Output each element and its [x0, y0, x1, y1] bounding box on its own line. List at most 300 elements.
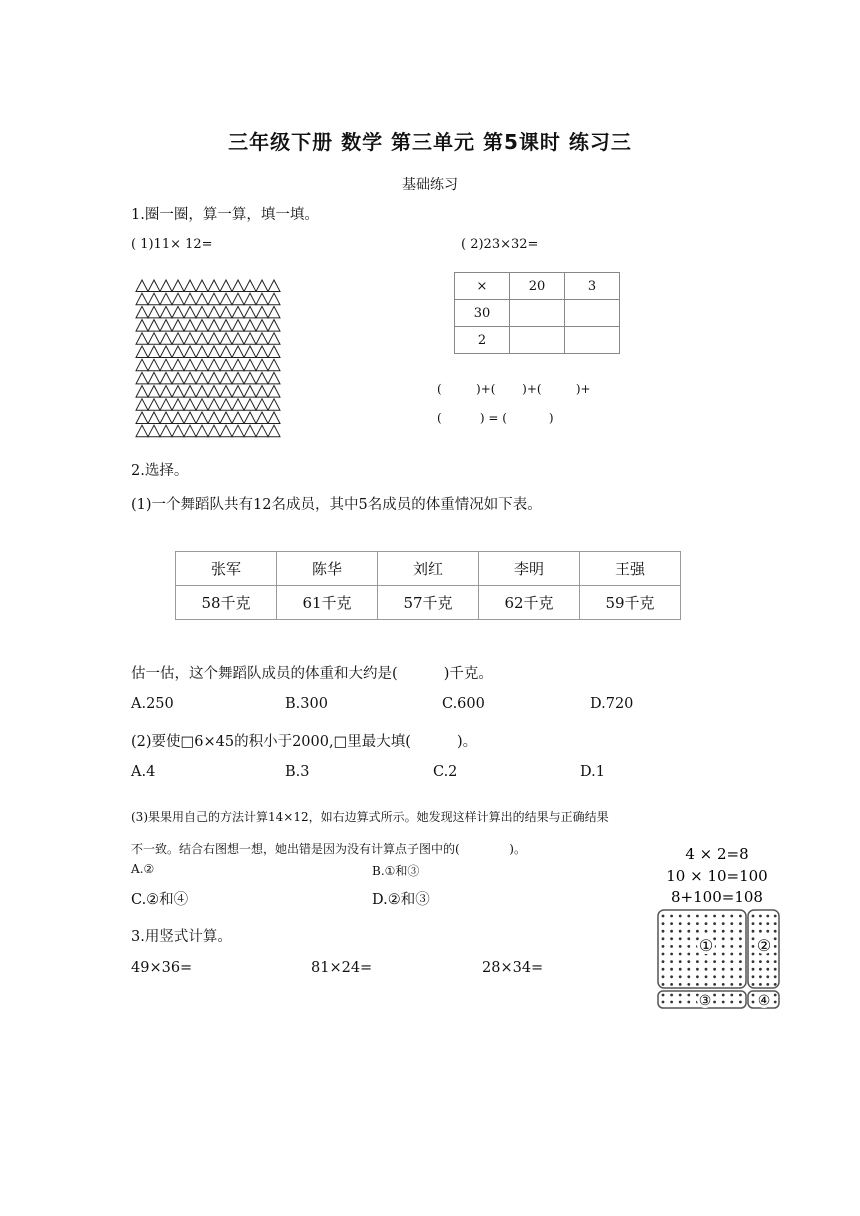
dot [687, 915, 690, 918]
triangle [148, 425, 160, 437]
dot [687, 1001, 690, 1004]
table-row [455, 273, 620, 300]
triangle [184, 320, 196, 332]
triangle [256, 425, 268, 437]
dot [722, 968, 725, 971]
weight-cell: 62千克 [479, 586, 580, 620]
triangle [268, 425, 280, 437]
triangle [256, 386, 268, 398]
dot [662, 975, 665, 978]
triangle [244, 333, 256, 345]
triangle [208, 280, 220, 292]
name-cell: 王强 [580, 552, 681, 586]
triangle [160, 386, 172, 398]
dot [766, 960, 769, 963]
dot [730, 915, 733, 918]
dot [670, 953, 673, 956]
weight-cell: 57千克 [378, 586, 479, 620]
dot [662, 937, 665, 940]
dot [730, 953, 733, 956]
triangle [172, 333, 184, 345]
triangle [148, 372, 160, 384]
option-a[interactable]: A.4 [131, 764, 156, 780]
dot [679, 1001, 682, 1004]
dot [679, 945, 682, 948]
dot [705, 930, 708, 933]
triangle [208, 359, 220, 371]
triangle [220, 280, 232, 292]
multiplication-table [454, 272, 620, 354]
dot [687, 922, 690, 925]
dot [774, 1001, 777, 1004]
weight-cell: 59千克 [580, 586, 681, 620]
triangle [232, 293, 244, 305]
dot [670, 930, 673, 933]
triangle [148, 333, 160, 345]
triangle [196, 346, 208, 358]
triangle [208, 306, 220, 318]
triangle [184, 280, 196, 292]
triangle [256, 293, 268, 305]
triangle [232, 306, 244, 318]
section-subtitle: 基础练习 [402, 177, 458, 193]
dot [687, 945, 690, 948]
triangle [148, 306, 160, 318]
q1-heading: 1.圈一圈，算一算，填一填。 [131, 207, 319, 223]
triangle [244, 306, 256, 318]
dot [670, 994, 673, 997]
triangle [268, 372, 280, 384]
triangle [172, 412, 184, 424]
dot [696, 960, 699, 963]
q2-p2-stem: (2)要使□6×45的积小于2000,□里最大填( )。 [131, 734, 478, 750]
table-cell: 30 [455, 300, 510, 327]
dot [730, 968, 733, 971]
triangle [196, 293, 208, 305]
dot [722, 945, 725, 948]
region-label-3: ③ [698, 993, 712, 1009]
q1-part2: ( 2)23×32= [461, 237, 539, 252]
triangle [232, 359, 244, 371]
triangle [268, 306, 280, 318]
dot [774, 960, 777, 963]
dot [696, 975, 699, 978]
triangle [196, 333, 208, 345]
triangle [220, 320, 232, 332]
dot [759, 922, 762, 925]
triangle [172, 399, 184, 411]
dot [705, 983, 708, 986]
triangle [232, 425, 244, 437]
calc-item-2: 81×24= [311, 960, 373, 976]
dot [722, 975, 725, 978]
dot [759, 930, 762, 933]
fill-line-2: ( ) = ( ) [437, 411, 554, 425]
triangle [172, 386, 184, 398]
dot [752, 930, 755, 933]
triangle [136, 320, 148, 332]
dot [679, 937, 682, 940]
dot [662, 1001, 665, 1004]
triangle [172, 280, 184, 292]
dot [774, 937, 777, 940]
triangle [136, 306, 148, 318]
triangle [148, 346, 160, 358]
dot [752, 922, 755, 925]
option-b[interactable]: B.300 [285, 696, 328, 712]
triangle [244, 399, 256, 411]
option-d[interactable]: D.720 [590, 696, 634, 712]
dot [670, 1001, 673, 1004]
triangle [232, 412, 244, 424]
table-cell-blank[interactable] [510, 327, 565, 354]
triangle [196, 399, 208, 411]
dot [679, 983, 682, 986]
triangle [160, 346, 172, 358]
triangle-grid [133, 277, 283, 445]
triangle [268, 333, 280, 345]
triangle [208, 320, 220, 332]
triangle [136, 425, 148, 437]
triangle [220, 359, 232, 371]
triangle [172, 306, 184, 318]
weight-cell: 58千克 [176, 586, 277, 620]
dot [752, 968, 755, 971]
name-cell: 陈华 [277, 552, 378, 586]
triangle [160, 280, 172, 292]
triangle [268, 412, 280, 424]
table-row [455, 327, 620, 354]
triangle [256, 306, 268, 318]
dot [713, 968, 716, 971]
q2-p1-question: 估一估，这个舞蹈队成员的体重和大约是( )千克。 [131, 666, 493, 682]
triangle [256, 359, 268, 371]
dot [670, 937, 673, 940]
dot [713, 983, 716, 986]
dot [662, 994, 665, 997]
dot [752, 975, 755, 978]
triangle [184, 306, 196, 318]
dot [705, 975, 708, 978]
option-b[interactable]: B.3 [285, 764, 310, 780]
weight-table [175, 551, 681, 620]
dot [774, 953, 777, 956]
dot [705, 960, 708, 963]
table-row [455, 300, 620, 327]
triangle [184, 293, 196, 305]
dot [766, 975, 769, 978]
figure-equation-3: 8+100=108 [671, 888, 763, 906]
dot [713, 1001, 716, 1004]
triangle [184, 399, 196, 411]
triangle [244, 320, 256, 332]
dot [662, 983, 665, 986]
name-cell: 张军 [176, 552, 277, 586]
option-b[interactable]: B.①和③ [372, 864, 420, 878]
dot [752, 937, 755, 940]
triangle [172, 320, 184, 332]
triangle [172, 425, 184, 437]
dot [713, 922, 716, 925]
dot [670, 945, 673, 948]
dot [713, 953, 716, 956]
triangle [220, 372, 232, 384]
dot [752, 1001, 755, 1004]
option-c[interactable]: C.②和④ [131, 892, 189, 908]
dot [662, 915, 665, 918]
triangle [136, 280, 148, 292]
q3-heading: 3.用竖式计算。 [131, 929, 232, 945]
fill-line-1: ( )+( )+( )+ [437, 382, 591, 396]
dot [766, 930, 769, 933]
triangle [160, 293, 172, 305]
dot [739, 1001, 742, 1004]
table-cell: 2 [455, 327, 510, 354]
triangle [160, 306, 172, 318]
triangle [148, 359, 160, 371]
table-row [176, 586, 681, 620]
triangle [208, 425, 220, 437]
table-cell: 3 [565, 273, 620, 300]
dot [759, 983, 762, 986]
dot [696, 922, 699, 925]
option-a[interactable]: A.② [131, 862, 155, 876]
triangle [268, 386, 280, 398]
dot [713, 937, 716, 940]
dot [759, 915, 762, 918]
triangle [208, 372, 220, 384]
dot [752, 915, 755, 918]
triangle [160, 320, 172, 332]
triangle [268, 293, 280, 305]
triangle [232, 333, 244, 345]
dot [679, 953, 682, 956]
dot [679, 960, 682, 963]
triangle [196, 412, 208, 424]
dot [713, 915, 716, 918]
triangle [220, 386, 232, 398]
calc-item-3: 28×34= [482, 960, 544, 976]
dot [739, 994, 742, 997]
triangle [232, 280, 244, 292]
weight-cell: 61千克 [277, 586, 378, 620]
triangle [148, 320, 160, 332]
triangle [256, 399, 268, 411]
q2-p1-stem: (1)一个舞蹈队共有12名成员，其中5名成员的体重情况如下表。 [131, 497, 542, 513]
triangle [244, 359, 256, 371]
triangle [184, 346, 196, 358]
triangle [256, 346, 268, 358]
triangle [244, 293, 256, 305]
dot [730, 922, 733, 925]
region-label-4: ④ [757, 993, 771, 1009]
triangle [256, 280, 268, 292]
dot [687, 968, 690, 971]
dot [730, 937, 733, 940]
triangle [244, 280, 256, 292]
dot [774, 930, 777, 933]
dot [713, 994, 716, 997]
dot [687, 953, 690, 956]
q2-p3-stem-line1: (3)果果用自己的方法计算14×12，如右边算式所示。她发现这样计算出的结果与正确结果 [131, 810, 609, 824]
table-cell: 20 [510, 273, 565, 300]
triangle [244, 372, 256, 384]
dot [687, 937, 690, 940]
dot [679, 930, 682, 933]
triangle [220, 425, 232, 437]
figure-equation-2: 10 × 10=100 [666, 867, 768, 885]
triangle [160, 425, 172, 437]
dot [722, 915, 725, 918]
triangle [136, 346, 148, 358]
dot [739, 930, 742, 933]
table-cell-blank[interactable] [565, 327, 620, 354]
option-c[interactable]: C.600 [442, 696, 485, 712]
dot [739, 953, 742, 956]
triangle [184, 372, 196, 384]
triangle [136, 293, 148, 305]
dot [739, 983, 742, 986]
dot [730, 975, 733, 978]
dot [722, 930, 725, 933]
dot [774, 968, 777, 971]
triangle [208, 412, 220, 424]
triangle [196, 359, 208, 371]
dot [662, 968, 665, 971]
dot [774, 975, 777, 978]
triangle [172, 359, 184, 371]
triangle [220, 412, 232, 424]
triangle [148, 412, 160, 424]
dot [730, 930, 733, 933]
dot [696, 915, 699, 918]
figure-equation-1: 4 × 2=8 [685, 845, 749, 863]
table-cell-blank[interactable] [565, 300, 620, 327]
dot [713, 975, 716, 978]
dot [739, 960, 742, 963]
dot [730, 994, 733, 997]
triangle [184, 359, 196, 371]
table-cell-blank[interactable] [510, 300, 565, 327]
dot [687, 994, 690, 997]
table-cell: × [455, 273, 510, 300]
name-cell: 李明 [479, 552, 580, 586]
dot [713, 930, 716, 933]
triangle [148, 386, 160, 398]
dot [730, 960, 733, 963]
triangle [268, 359, 280, 371]
dot [687, 960, 690, 963]
dot [739, 922, 742, 925]
triangle [196, 425, 208, 437]
dot [722, 1001, 725, 1004]
name-cell: 刘红 [378, 552, 479, 586]
triangle [136, 359, 148, 371]
triangle [244, 425, 256, 437]
triangle [136, 333, 148, 345]
dot [752, 994, 755, 997]
triangle [136, 372, 148, 384]
option-a[interactable]: A.250 [131, 696, 174, 712]
triangle [172, 372, 184, 384]
triangle [184, 333, 196, 345]
dot [759, 975, 762, 978]
triangle [160, 359, 172, 371]
dot [752, 960, 755, 963]
dot [705, 968, 708, 971]
q2-p3-stem-line2: 不一致。结合右图想一想，她出错是因为没有计算点子图中的( )。 [131, 842, 526, 856]
calc-item-1: 49×36= [131, 960, 193, 976]
dot [774, 983, 777, 986]
dot [662, 930, 665, 933]
table-row [176, 552, 681, 586]
dot [739, 915, 742, 918]
option-c[interactable]: C.2 [433, 764, 458, 780]
triangle [196, 372, 208, 384]
triangle [220, 333, 232, 345]
triangle [148, 399, 160, 411]
region-label-2: ② [756, 936, 772, 955]
triangle [196, 386, 208, 398]
region-label-1: ① [698, 936, 714, 955]
triangle [184, 386, 196, 398]
option-d[interactable]: D.②和③ [372, 892, 430, 908]
dot [705, 922, 708, 925]
dot [722, 983, 725, 986]
dot [687, 930, 690, 933]
dot [730, 983, 733, 986]
dot [774, 994, 777, 997]
dot [752, 945, 755, 948]
triangle [148, 293, 160, 305]
triangle [136, 399, 148, 411]
dot [662, 922, 665, 925]
dot [713, 960, 716, 963]
dot [766, 915, 769, 918]
option-d[interactable]: D.1 [580, 764, 605, 780]
dot [739, 968, 742, 971]
dot [679, 975, 682, 978]
triangle [232, 346, 244, 358]
dot [662, 953, 665, 956]
dot [662, 945, 665, 948]
triangle [244, 386, 256, 398]
triangle [232, 372, 244, 384]
dot [670, 983, 673, 986]
q2-heading: 2.选择。 [131, 463, 189, 479]
dot [679, 922, 682, 925]
triangle [268, 399, 280, 411]
triangle [184, 425, 196, 437]
dot [722, 994, 725, 997]
triangle [220, 293, 232, 305]
dot [705, 915, 708, 918]
triangle [232, 386, 244, 398]
dot [766, 968, 769, 971]
triangle [208, 333, 220, 345]
dot [752, 983, 755, 986]
triangle [244, 412, 256, 424]
triangle [244, 346, 256, 358]
dot [696, 930, 699, 933]
dot [739, 937, 742, 940]
page-title: 三年级下册 数学 第三单元 第5课时 练习三 [228, 130, 632, 154]
triangle [184, 412, 196, 424]
dot [774, 915, 777, 918]
triangle [148, 280, 160, 292]
dot-diagram [655, 840, 785, 1012]
dot [752, 953, 755, 956]
